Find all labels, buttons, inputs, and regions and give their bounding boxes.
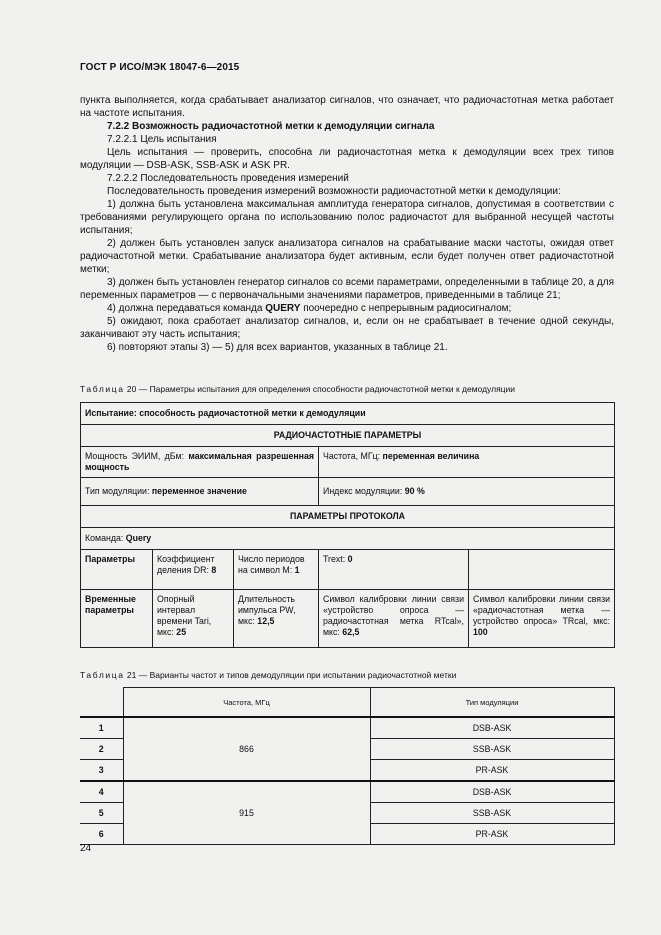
table-row: 5 SSB-ASK <box>80 803 614 824</box>
frequency-cell: Частота, МГц: переменная величина <box>319 447 615 478</box>
column-header-modulation-type: Тип модуляции <box>370 688 614 718</box>
table-row: 4 915 DSB-ASK <box>80 781 614 803</box>
table-21-caption: Таблица 21 — Варианты частот и типов демодуляции при испытании радиочастотной метки <box>80 670 457 680</box>
corner-cell <box>80 688 123 718</box>
frequency-866: 866 <box>123 717 370 781</box>
params-label: Параметры <box>81 550 153 590</box>
table-row: 6 PR-ASK <box>80 824 614 845</box>
table-row: 1 866 DSB-ASK <box>80 717 614 739</box>
step-4: 4) должна передаваться команда QUERY поочередно с непрерывным радиосигналом; <box>107 303 512 314</box>
page-number: 24 <box>80 843 92 854</box>
command-cell: Команда: Query <box>81 528 615 550</box>
paragraph-continuation: пункта выполняется, когда срабатывает анализатор сигналов, что означает, что радиочастотная метка работает на частоте испытания. <box>80 95 614 119</box>
step-6: 6) повторяют этапы 3) — 5) для всех вариантов, указанных в таблице 21. <box>107 342 448 353</box>
table-20 <box>80 402 615 648</box>
trext-cell: Trext: 0 <box>319 550 469 590</box>
dr-cell: Коэффициент деления DR: 8 <box>153 550 234 590</box>
step-3: 3) должен быть установлен генератор сигналов со всеми параметрами, определенными в таблице 20, а для переменных параметров — с первоначальными значениями параметров, приведенными в таблице 21; <box>80 277 614 301</box>
protocol-parameters-header: ПАРАМЕТРЫ ПРОТОКОЛА <box>81 506 615 528</box>
query-command: QUERY <box>265 303 301 314</box>
paragraph-sequence: Последовательность проведения измерений возможности радиочастотной метки к демодуляции: <box>107 186 561 197</box>
table-row: 2 SSB-ASK <box>80 739 614 760</box>
modulation-type-cell: Тип модуляции: переменное значение <box>81 478 319 506</box>
power-cell: Мощность ЭИИМ, дБм: максимальная разрешенная мощность <box>81 447 319 478</box>
rf-parameters-header: РАДИОЧАСТОТНЫЕ ПАРАМЕТРЫ <box>81 425 615 447</box>
pw-cell: Длительность импульса PW, мкс: 12,5 <box>234 590 319 648</box>
page-header: ГОСТ Р ИСО/МЭК 18047-6—2015 <box>80 62 240 73</box>
table-21 <box>80 687 615 845</box>
paragraph-goal: Цель испытания — проверить, способна ли радиочастотная метка к демодуляции всех трех типов модуляции — DSB-ASK, SSB-ASK и ASK PR. <box>80 147 614 171</box>
trcal-cell: Символ калибровки линии связи «радиочастотная метка — устройство опроса» TRcal, мкс: 100 <box>469 590 615 648</box>
body-text <box>80 94 614 354</box>
modulation-index-cell: Индекс модуляции: 90 % <box>319 478 615 506</box>
test-title: Испытание: способность радиочастотной метки к демодуляции <box>81 403 615 425</box>
subsection-heading-7-2-2-1: 7.2.2.1 Цель испытания <box>107 134 217 145</box>
tari-cell: Опорный интервал времени Tari, мкс: 25 <box>153 590 234 648</box>
m-cell: Число периодов на символ M: 1 <box>234 550 319 590</box>
frequency-915: 915 <box>123 781 370 845</box>
empty-cell <box>469 550 615 590</box>
subsection-heading-7-2-2-2: 7.2.2.2 Последовательность проведения измерений <box>107 173 349 184</box>
step-1: 1) должна быть установлена максимальная амплитуда генератора сигналов, допустимая в соответствии с требованиями регулирующего органа по использованию полос радиочастот для выбранной несущей частоты испытания; <box>80 199 614 236</box>
column-header-frequency: Частота, МГц <box>123 688 370 718</box>
rtcal-cell: Символ калибровки линии связи «устройство опроса — радиочастотная метка RTcal», мкс: 62,5 <box>319 590 469 648</box>
table-20-caption: Таблица 20 — Параметры испытания для определения способности радиочастотной метки к демодуляции <box>80 384 516 394</box>
section-heading-7-2-2: 7.2.2 Возможность радиочастотной метки к демодуляции сигнала <box>107 121 435 132</box>
time-params-label: Временные параметры <box>81 590 153 648</box>
step-2: 2) должен быть установлен запуск анализатора сигналов на срабатывание маски частоты, ожидая ответ радиочастотной метки. Срабатывание анализатора будет активным, если будет получен ответ радиочастотной метки; <box>80 238 614 275</box>
table-row: 3 PR-ASK <box>80 760 614 782</box>
step-5: 5) ожидают, пока сработает анализатор сигналов, и, если он не срабатывает в течение одной секунды, заканчивают эту часть испытания; <box>80 316 614 340</box>
